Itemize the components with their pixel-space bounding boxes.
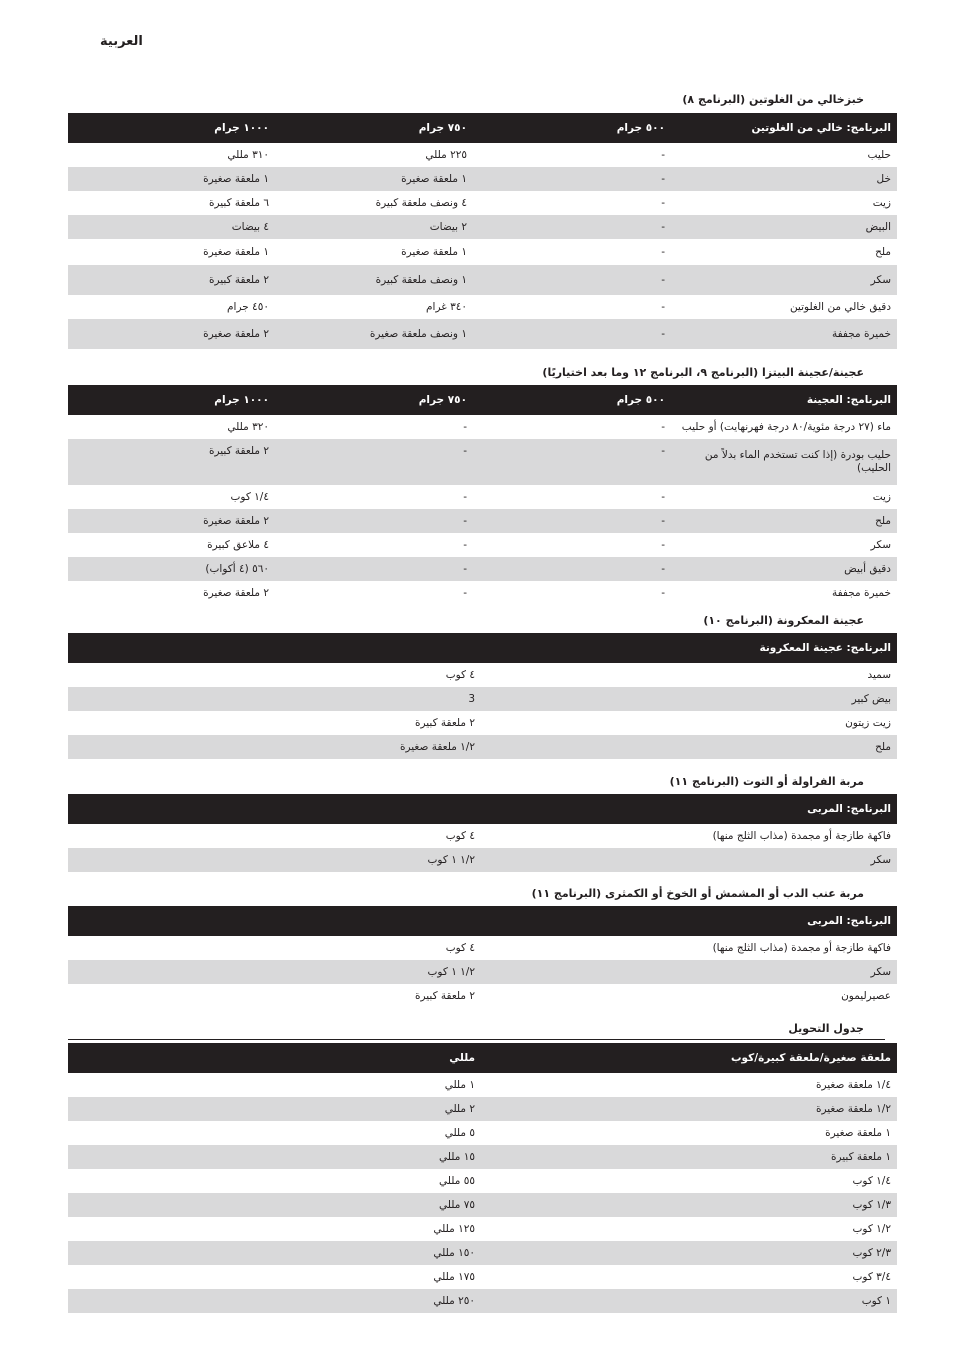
table-cell: ١/٤ كوب [852,1175,891,1187]
table-cell: سكر [475,960,897,984]
table-cell: ماء (٢٧ درجة مئوية/٨٠ درجة فهرنهايت) أو حليب [681,421,891,433]
berry-jam-table [68,906,897,1008]
table-cell: - [661,587,665,599]
table-cell: فاكهة طازجة أو مجمدة (مذاب الثلج منها) [712,942,891,954]
table-cell: - [269,557,467,581]
table-cell: ٤ كوب [445,669,475,681]
table-cell: ٥٦٠ (٤ أكواب) [68,557,269,581]
table-cell: - [467,557,665,581]
table-cell: ٣/٤ كوب [852,1271,891,1283]
table-cell: - [463,491,467,503]
table-cell: ملح [875,246,891,258]
table-row [68,936,897,960]
table-row [68,1121,897,1145]
table-cell: ١ مللي [444,1079,475,1091]
table-cell: سكر [870,539,891,551]
table-row [68,687,897,711]
table-cell: ٢٥٠ مللي [68,1289,475,1313]
table-cell: ١٥٠ مللي [68,1241,475,1265]
header-cell: ٥٠٠ جرام [467,113,665,143]
table-cell: ٣٤٠ غرام [426,301,467,313]
header-cell: البرنامج: المربى [475,794,897,824]
table-row [68,1241,897,1265]
table-row [68,848,897,872]
table-cell: ٢ بيضات [269,215,467,239]
table-cell: ٤٥٠ جرام [227,301,269,313]
table-header-row [68,113,897,143]
table-cell: ١/٣ كوب [475,1193,897,1217]
table-cell: ١٥ مللي [68,1145,475,1169]
table-cell: ٧٥ مللي [68,1193,475,1217]
table-cell: زيت [872,197,891,209]
header-cell: ملعقة صغيرة/ملعقة كبيرة/كوب [475,1043,897,1073]
table-cell: ١ ونصف ملعقة كبيرة [269,265,467,295]
table-row [68,319,897,349]
dough-section-title: عجينة/عجينة البيتزا (البرنامج ٩، البرنامج ١٢ وما بعد اختياريًا) [542,366,864,379]
table-cell: ٥٥ مللي [439,1175,475,1187]
header-cell: البرنامج: خالي من الغلوتين [665,113,897,143]
table-row [68,295,897,319]
table-cell: - [269,439,467,485]
table-cell: - [661,539,665,551]
table-row [68,1169,897,1193]
header-cell: ٧٥٠ جرام [269,113,467,143]
table-cell: دقيق أبيض [665,557,897,581]
table-header-row [68,1043,897,1073]
table-row [68,735,897,759]
table-row [68,239,897,265]
table-row [68,663,897,687]
table-row [68,415,897,439]
strawberry-jam-table [68,794,897,872]
table-cell: ٢ ملعقة كبيرة [68,439,269,485]
table-cell: حليب بودرة (إذا كنت تستخدم الماء بدلاً من الحليب) [665,439,897,485]
table-cell: ٤ كوب [445,942,475,954]
table-cell: - [661,301,665,313]
table-cell: ١ كوب [475,1289,897,1313]
section-divider [68,1039,885,1040]
header-cell: البرنامج: العجينة [665,385,897,415]
header-cell [68,906,475,936]
table-cell: ٢ ملعقة كبيرة [68,265,269,295]
table-cell: ١ ملعقة صغيرة [825,1127,891,1139]
table-cell: ملح [665,509,897,533]
table-row [68,265,897,295]
header-cell: البرنامج: المربى [475,906,897,936]
header-cell [68,794,475,824]
table-row [68,533,897,557]
table-cell: - [467,439,665,485]
table-cell: - [463,421,467,433]
table-cell: - [463,539,467,551]
table-cell: عصيرليمون [841,990,891,1002]
table-cell: زيت زيتون [845,717,891,729]
table-cell: ٥ مللي [444,1127,475,1139]
table-cell: ٢ ملعقة صغيرة [68,509,269,533]
table-header-row [68,385,897,415]
table-cell: ٢ ملعقة كبيرة [414,717,475,729]
table-header-row [68,794,897,824]
table-cell: - [467,319,665,349]
table-cell: ١/٢ ١ كوب [68,848,475,872]
table-cell: - [467,215,665,239]
table-cell: ٢ مللي [68,1097,475,1121]
table-cell: ٤ بيضات [68,215,269,239]
table-row [68,581,897,605]
table-cell: ٤ كوب [445,830,475,842]
table-cell: ٢ ملعقة صغيرة [203,587,269,599]
table-cell: ١٢٥ مللي [433,1223,475,1235]
table-row [68,1097,897,1121]
strawberry-jam-section-title: مربة الفراولة أو التوت (البرنامج ١١) [669,775,864,788]
table-cell: ١ ملعقة صغيرة [401,246,467,258]
table-cell: ٤ ونصف ملعقة كبيرة [375,197,467,209]
table-cell: ١٧٥ مللي [433,1271,475,1283]
table-cell: ١ ملعقة صغيرة [269,167,467,191]
pasta-section-title: عجينة المعكرونة (البرنامج ١٠) [703,614,864,627]
header-cell: البرنامج: عجينة المعكرونة [475,633,897,663]
table-cell: - [463,587,467,599]
table-row [68,1145,897,1169]
table-row [68,215,897,239]
table-cell: ١/٤ ملعقة صغيرة [815,1079,891,1091]
table-cell: ١ ملعقة صغيرة [203,246,269,258]
gluten-free-table [68,113,897,349]
table-row [68,557,897,581]
header-cell: ١٠٠٠ جرام [68,113,269,143]
table-header-row [68,906,897,936]
berry-jam-section-title: مربة عنب الدب أو المشمش أو الخوخ أو الكمثرى (البرنامج ١١) [531,887,864,900]
table-cell: - [661,491,665,503]
table-cell: ملح [475,735,897,759]
table-cell: فاكهة طازجة أو مجمدة (مذاب الثلج منها) [712,830,891,842]
table-cell: دقيق خالي من الغلوتين [789,301,891,313]
header-cell: ١٠٠٠ جرام [68,385,269,415]
table-cell: - [661,246,665,258]
table-row [68,439,897,485]
table-row [68,960,897,984]
table-header-row [68,633,897,663]
pasta-table [68,633,897,759]
table-cell: ٦ ملعقة كبيرة [208,197,269,209]
table-cell: - [467,509,665,533]
table-row [68,824,897,848]
table-row [68,711,897,735]
table-row [68,1265,897,1289]
table-row [68,509,897,533]
header-cell: مللي [68,1043,475,1073]
header-cell: ٧٥٠ جرام [269,385,467,415]
dough-table [68,385,897,605]
table-cell: - [661,197,665,209]
conversion-table [68,1043,897,1313]
table-row [68,167,897,191]
table-cell: خميرة مجففة [831,587,891,599]
table-cell: - [661,421,665,433]
table-cell: بيض كبير [475,687,897,711]
table-cell: ٢٢٥ مللي [425,149,467,161]
table-cell: البيض [665,215,897,239]
table-cell: ٢ ملعقة كبيرة [414,990,475,1002]
table-cell: ١/٢ ١ كوب [68,960,475,984]
table-cell: 3 [68,687,475,711]
header-cell: ٥٠٠ جرام [467,385,665,415]
table-cell: سكر [665,265,897,295]
table-cell: ٣٢٠ مللي [227,421,269,433]
table-cell: خميرة مجففة [665,319,897,349]
table-cell: سميد [867,669,891,681]
table-cell: ١ ملعقة كبيرة [475,1145,897,1169]
table-cell: ٢ ملعقة صغيرة [68,319,269,349]
header-cell [68,633,475,663]
table-cell: زيت [872,491,891,503]
table-cell: ١/٢ ملعقة صغيرة [475,1097,897,1121]
table-cell: - [661,149,665,161]
table-cell: ١ ملعقة صغيرة [68,167,269,191]
table-cell: ١/٤ كوب [230,491,269,503]
table-cell: - [467,265,665,295]
table-cell: ١ ونصف ملعقة صغيرة [269,319,467,349]
table-cell: - [467,167,665,191]
table-cell: ٢/٣ كوب [475,1241,897,1265]
table-cell: ٤ ملاعق كبيرة [207,539,269,551]
table-cell: حليب [867,149,891,161]
conversion-section-title: جدول التحويل [788,1022,864,1035]
table-cell: ١/٢ كوب [852,1223,891,1235]
table-row [68,984,897,1008]
table-cell: سكر [475,848,897,872]
table-row [68,1289,897,1313]
page-language-label: العربية [100,34,143,49]
table-row [68,1193,897,1217]
table-cell: ٣١٠ مللي [227,149,269,161]
table-row [68,143,897,167]
table-cell: خل [665,167,897,191]
gluten-free-section-title: خبزخالي من الغلوتين (البرنامج ٨) [682,93,864,106]
table-cell: - [269,509,467,533]
table-row [68,1073,897,1097]
table-row [68,191,897,215]
table-cell: ١/٢ ملعقة صغيرة [68,735,475,759]
table-row [68,1217,897,1241]
table-row [68,485,897,509]
